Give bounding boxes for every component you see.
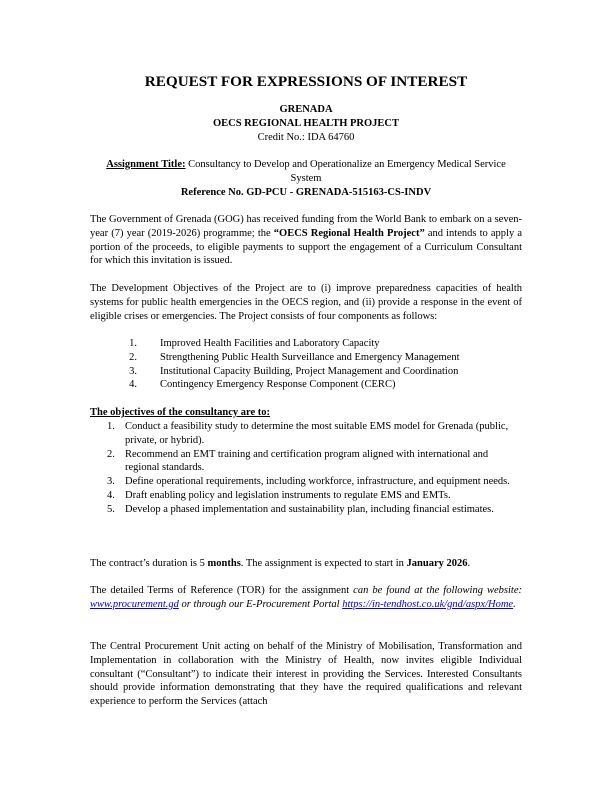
- funding-text-end: and intends to apply a portion of the proceeds, to eligible payments to support the engagement of a Curriculum Consultant for which this invitation is issued.: [90, 227, 522, 267]
- list-item: 1. Improved Health Facilities and Laboratory Capacity: [129, 338, 380, 349]
- credit-number: Credit No.: IDA 64760: [257, 132, 355, 143]
- development-objectives-text: (i) improve preparedness capacities of health systems for public health emergencies in the OECS region, and (ii) provide a response in the event of eligible crises or emergencies.: [90, 283, 522, 322]
- project-name: “OECS Regional Health Project”: [273, 227, 425, 239]
- project-heading: OECS REGIONAL HEALTH PROJECT: [212, 118, 400, 129]
- assignment-title-label: Assignment Title:: [106, 159, 186, 170]
- reference-number: Reference No. GD-PCU - GRENADA-515163-CS-INDV: [180, 187, 432, 198]
- list-item: 3. Define operational requirements, including workforce, infrastructure, and equipment needs.: [107, 476, 510, 488]
- funding-paragraph: [90, 213, 522, 268]
- consultancy-objectives-heading: The objectives of the consultancy are to:: [90, 407, 271, 418]
- consultancy-objectives-list: [107, 420, 522, 517]
- list-item: 2. Recommend an EMT training and certification program aligned with international and regional standards.: [107, 448, 489, 474]
- assignment-title: [90, 158, 522, 186]
- components-list: [117, 337, 522, 392]
- list-item: 4. Contingency Emergency Response Component (CERC): [129, 379, 396, 391]
- list-item: 5. Develop a phased implementation and sustainability plan, including financial estimates.: [107, 503, 494, 515]
- assignment-title-text: Consultancy to Develop and Operationalize an Emergency Medical Service System: [185, 159, 506, 184]
- cpu-paragraph: The Central Procurement Unit acting on behalf of the Ministry of Mobilisation, Transformation and Implementation in collaboration with the Ministry of Health, now invites eligible Individual consultant (“Consultant”) to indicate their interest in providing the Services. Interested Consultants should provide information demonstrating that they have the required qualifications and relevant experience to perform the Services (attach: [90, 641, 522, 708]
- components-intro: The Project consists of four components as follows:: [219, 310, 438, 322]
- document-title: REQUEST FOR EXPRESSIONS OF INTEREST: [144, 73, 468, 90]
- e-procurement-portal-link[interactable]: https://in-tendhost.co.uk/gnd/aspx/Home: [342, 598, 514, 610]
- tor-paragraph: The detailed Terms of Reference (TOR) for the assignment can be found at the following website: www.procurement.gd or through our E-Procurement Portal https://in-tendhost.co.uk/gnd/aspx/Home.: [90, 585, 522, 610]
- development-objectives-lead: The Development Objectives of the Project are to: [90, 283, 316, 294]
- list-item: 4. Draft enabling policy and legislation instruments to regulate EMS and EMTs.: [107, 489, 451, 501]
- list-item: 1. Conduct a feasibility study to determine the most suitable EMS model for Grenada (public, private, or hybrid).: [107, 421, 509, 446]
- start-date: January 2026: [406, 558, 468, 569]
- objectives-paragraph: [90, 282, 522, 323]
- procurement-website-link[interactable]: www.procurement.gd: [90, 598, 179, 610]
- contract-duration: The contract’s duration is 5 months. The assignment is expected to start in January 2026.: [90, 558, 471, 569]
- country-heading: GRENADA: [279, 104, 333, 115]
- funding-text-start: The Government of Grenada (GOG) has received funding from the World Bank to embark on a seven-year (7) year (2019-2026) programme; the: [90, 214, 522, 239]
- list-item: 3. Institutional Capacity Building, Project Management and Coordination: [129, 365, 459, 377]
- list-item: 2. Strengthening Public Health Surveillance and Emergency Management: [129, 351, 460, 363]
- duration-months: months: [207, 558, 241, 569]
